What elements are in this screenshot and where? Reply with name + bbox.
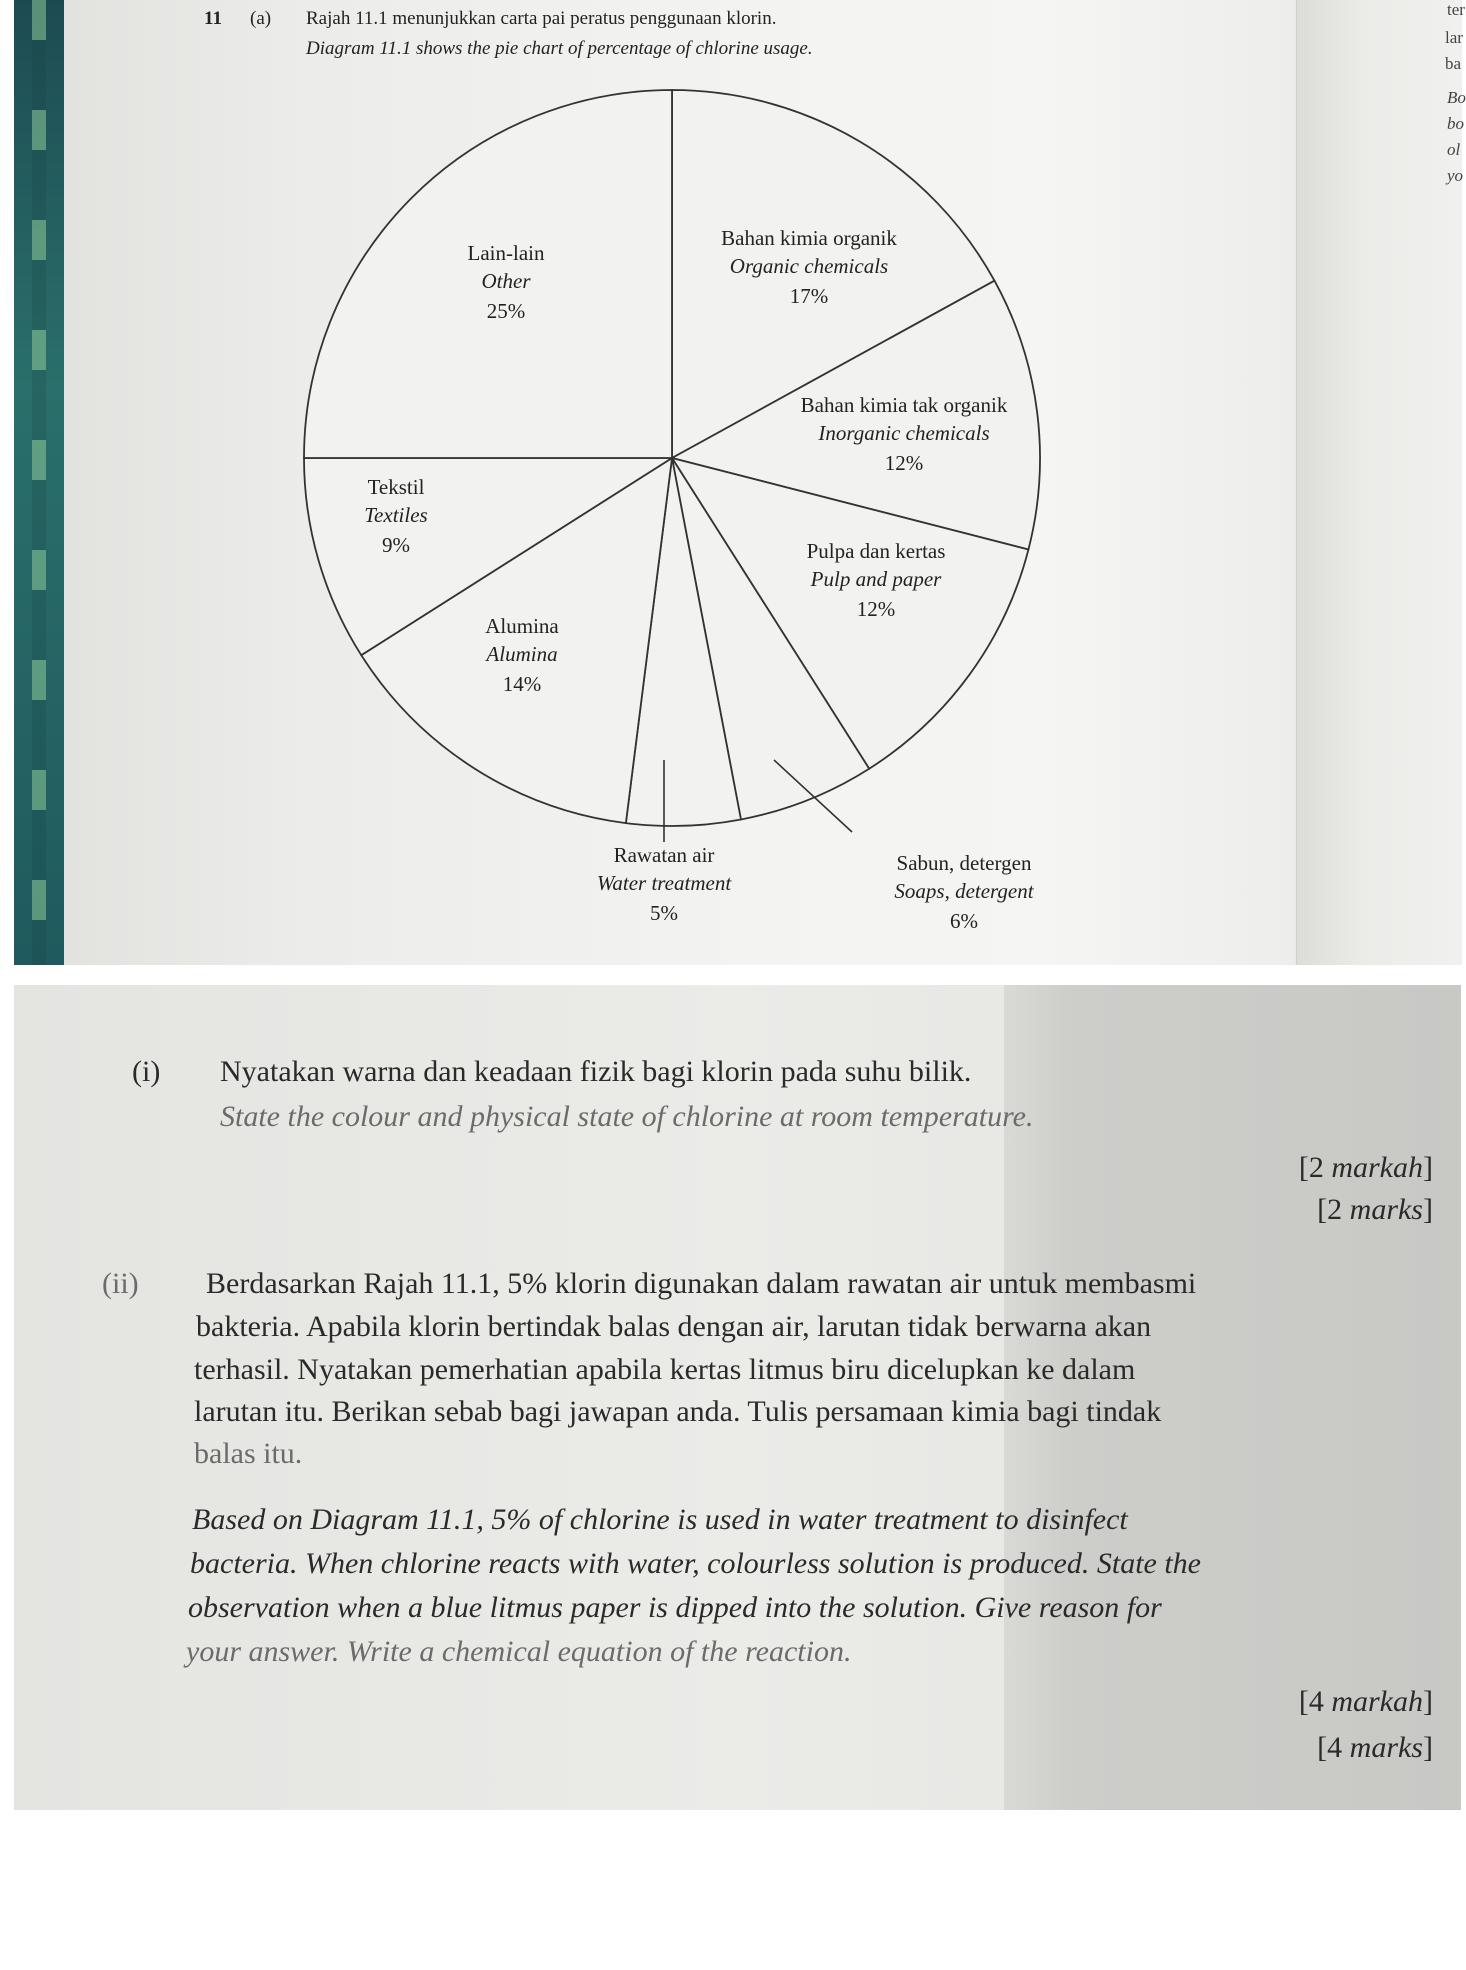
pie-label-malay: Alumina <box>485 614 559 638</box>
pie-value-label: 12% <box>856 597 896 621</box>
part-ii-malay-line: Berdasarkan Rajah 11.1, 5% klorin digunakan dalam rawatan air untuk membasmi <box>206 1267 1197 1300</box>
right-page-fragment: ter <box>1447 0 1465 19</box>
right-page-fragment: ol <box>1447 140 1461 159</box>
question-part: (a) <box>250 8 272 29</box>
pie-label-english: Organic chemicals <box>729 254 889 278</box>
part-ii-english-line: your answer. Write a chemical equation of the reaction. <box>186 1635 852 1668</box>
pie-label-malay: Sabun, detergen <box>896 851 1032 875</box>
question-intro-malay: Rajah 11.1 menunjukkan carta pai peratus penggunaan klorin. <box>306 8 777 29</box>
pie-label-english: Soaps, detergent <box>894 879 1034 903</box>
part-ii-malay-line: bakteria. Apabila klorin bertindak balas dengan air, larutan tidak berwarna akan <box>196 1310 1152 1343</box>
right-page-fragment: bo <box>1447 114 1464 133</box>
right-page-fragment: Bo <box>1447 88 1466 107</box>
pie-value-label: 25% <box>486 299 526 323</box>
pie-label-english: Alumina <box>486 642 558 666</box>
pie-label-english: Water treatment <box>596 871 732 895</box>
pie-value-label: 6% <box>950 909 978 933</box>
part-i-question-malay: Nyatakan warna dan keadaan fizik bagi klorin pada suhu bilik. <box>220 1055 972 1088</box>
part-ii-malay-line: balas itu. <box>194 1437 303 1470</box>
pie-value-label: 14% <box>502 672 542 696</box>
pie-chart <box>14 0 1464 965</box>
part-i-marks-english: [2 marks] <box>1317 1193 1433 1226</box>
pie-label-malay: Pulpa dan kertas <box>806 539 946 563</box>
pie-label-malay: Bahan kimia tak organik <box>800 393 1008 417</box>
pie-label-english: Other <box>481 269 531 293</box>
question-intro-english: Diagram 11.1 shows the pie chart of percentage of chlorine usage. <box>306 38 813 59</box>
part-i-question-english: State the colour and physical state of chlorine at room temperature. <box>220 1100 1034 1133</box>
question-number: 11 <box>204 8 222 29</box>
pie-label-malay: Bahan kimia organik <box>721 226 897 250</box>
pie-label-english: Inorganic chemicals <box>818 421 990 445</box>
part-ii-english-line: bacteria. When chlorine reacts with water, colourless solution is produced. State the <box>190 1547 1201 1580</box>
part-i-label: (i) <box>132 1055 161 1088</box>
part-i-marks-malay: [2 markah] <box>1298 1151 1433 1184</box>
part-ii-english-line: observation when a blue litmus paper is dipped into the solution. Give reason for <box>188 1591 1162 1624</box>
right-page-fragment: yo <box>1447 166 1464 185</box>
pie-value-label: 5% <box>650 901 678 925</box>
pie-value-label: 17% <box>789 284 829 308</box>
pie-label-malay: Lain-lain <box>467 241 545 265</box>
pie-label-malay: Rawatan air <box>613 843 715 867</box>
pie-value-label: 9% <box>382 533 410 557</box>
part-ii-malay-line: larutan itu. Berikan sebab bagi jawapan anda. Tulis persamaan kimia bagi tindak <box>194 1395 1162 1428</box>
part-ii-malay-line: terhasil. Nyatakan pemerhatian apabila kertas litmus biru dicelupkan ke dalam <box>194 1353 1136 1386</box>
photo-pie-chart-page <box>14 0 1466 965</box>
part-ii-marks-english: [4 marks] <box>1317 1731 1433 1764</box>
photo-question-page <box>14 985 1461 1810</box>
pie-label-english: Pulp and paper <box>810 567 942 591</box>
pie-value-label: 12% <box>884 451 924 475</box>
right-page-fragment: lar <box>1445 28 1463 47</box>
pie-label-malay: Tekstil <box>367 475 425 499</box>
pie-label-english: Textiles <box>364 503 428 527</box>
part-ii-marks-malay: [4 markah] <box>1298 1685 1433 1718</box>
part-ii-english-line: Based on Diagram 11.1, 5% of chlorine is used in water treatment to disinfect <box>192 1503 1128 1536</box>
right-page-fragment: ba <box>1445 54 1462 73</box>
part-ii-label: (ii) <box>102 1267 139 1300</box>
